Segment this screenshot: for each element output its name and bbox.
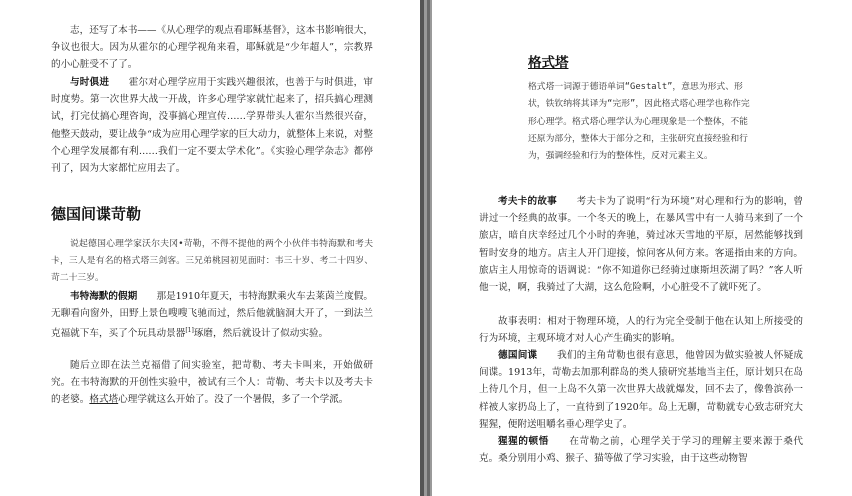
paragraph: 志，还写了本书——《从心理学的观点看耶稣基督》，这本书影响很大，争议也很大。因为从霍尔的心理学视角来看，耶稣就是“少年超人”，宗教界的小心脏受不了了。 xyxy=(51,25,373,71)
paragraph xyxy=(51,74,373,177)
paragraph xyxy=(479,433,803,467)
info-box-text: 格式塔一词源于德语单词“Gestalt”，意思为形式、形状，铁钦纳将其译为“完形”，因此格式塔心理学也称作完形心理学。格式塔心理学认为心理现象是一个整体，不能还原为部分，整体大于部分之和，主张研究直接经验和行为，强调经验和行为的整体性，反对元素主义。 xyxy=(528,82,750,162)
paragraph-lead: 考夫卡的故事 xyxy=(498,196,557,207)
paragraph-body: 考夫卡为了说明“行为环境”对心理和行为的影响，曾讲过一个经典的故事。一个冬天的晚上，在暴风雪中有一人骑马来到了一个旅店，暗自庆幸经过几个小时的奔驰，骑过冰天雪地的平原，居然能够找到暂时安身的地方。店主人开门迎接，惊问客从何方来。客遥指由来的方向。旅店主人用惊奇的语调说：“你不知道你已经骑过康斯坦茨湖了吗？”客人听他一说，啊，我骑过了大湖，这么危险啊，小心脏受不了就吓死了。 xyxy=(479,196,804,294)
page-gutter xyxy=(427,0,430,496)
paragraph-lead: 德国间谍 xyxy=(498,350,538,361)
page-gutter xyxy=(420,0,424,496)
paragraph xyxy=(479,193,803,296)
paragraph-body: 在苛勒之前，心理学关于学习的理解主要来源于桑代克。桑分别用小鸡、猴子、猫等做了学习实验，由于这些动物智 xyxy=(479,436,804,465)
left-page xyxy=(0,0,420,496)
paragraph xyxy=(479,347,803,433)
box-heading: 格式塔 xyxy=(528,55,569,71)
footnote-marker[interactable]: [1] xyxy=(185,327,194,335)
intro-paragraph: 说起德国心理学家沃尔夫冈•苛勒，不得不提他的两个小伙伴韦特海默和考夫卡，三人是有名的格式塔三剑客。三兄弟桃园初见面时：韦三十岁、考二十四岁、苛二十三岁。 xyxy=(51,239,373,284)
paragraph-body: 霍尔对心理学应用于实践兴趣很浓，也善于与时俱进，审时度势。第一次世界大战一开战，许多心理学家就忙起来了，招兵搞心理测试，打完仗搞心理咨询，没事搞心理宣传……学界带头人霍尔当然很兴奋，他整天鼓动，要让战争“成为应用心理学家的巨大动力，就整体上来说，对整个心理学发展都有利……我们一定不要太学术化”。《实验心理学杂志》都停刊了，因为大家都忙应用去了。 xyxy=(51,77,374,175)
paragraph-lead: 韦特海默的假期 xyxy=(70,291,138,302)
paragraph-body: 那是1910年夏天，韦特海默乘火车去莱茵兰度假。无聊看向窗外，田野上景色嗖嗖飞驰而过，然后他就脑洞大开了，一到法兰克福就下车，买了个玩具动景器 xyxy=(51,291,374,340)
paragraph xyxy=(51,357,373,409)
underlined-term: 格式塔 xyxy=(89,394,119,406)
paragraph-body-cont: 心理学就这么开始了。没了一个暑假，多了一个学派。 xyxy=(118,394,349,406)
paragraph xyxy=(51,288,373,343)
paragraph: 故事表明：相对于物理环境，人的行为完全受制于他在认知上所接受的行为环境，主观环境才对人心产生确实的影响。 xyxy=(479,316,803,345)
paragraph-lead: 猩猩的顿悟 xyxy=(498,436,549,447)
section-heading: 德国间谍苛勒 xyxy=(51,205,142,223)
paragraph-body: 我们的主角苛勒也很有意思，他曾因为做实验被人怀疑成间谍。1913年，苛勒去加那利群岛的类人猿研究基地当主任，原计划只在岛上待几个月，但一上岛不久第一次世界大战就爆发，回不去了，像鲁滨孙一样被人家扔岛上了，一直待到了1920年。岛上无聊，苛勒就专心致志研究大猩猩，便附送咀嚼名垂心理学史了。 xyxy=(479,350,804,430)
paragraph-lead: 与时俱进 xyxy=(70,77,110,88)
right-page xyxy=(432,0,852,496)
paragraph-body: 随后立即在法兰克福借了间实验室，把苛勒、考夫卡叫来，开始做研究。在韦特海默的开创性实验中，被试有三个人：苛勒、考夫卡以及考夫卡的老婆。 xyxy=(51,360,373,406)
paragraph-body-cont: 琢磨，然后就设计了似动实验。 xyxy=(193,328,329,340)
